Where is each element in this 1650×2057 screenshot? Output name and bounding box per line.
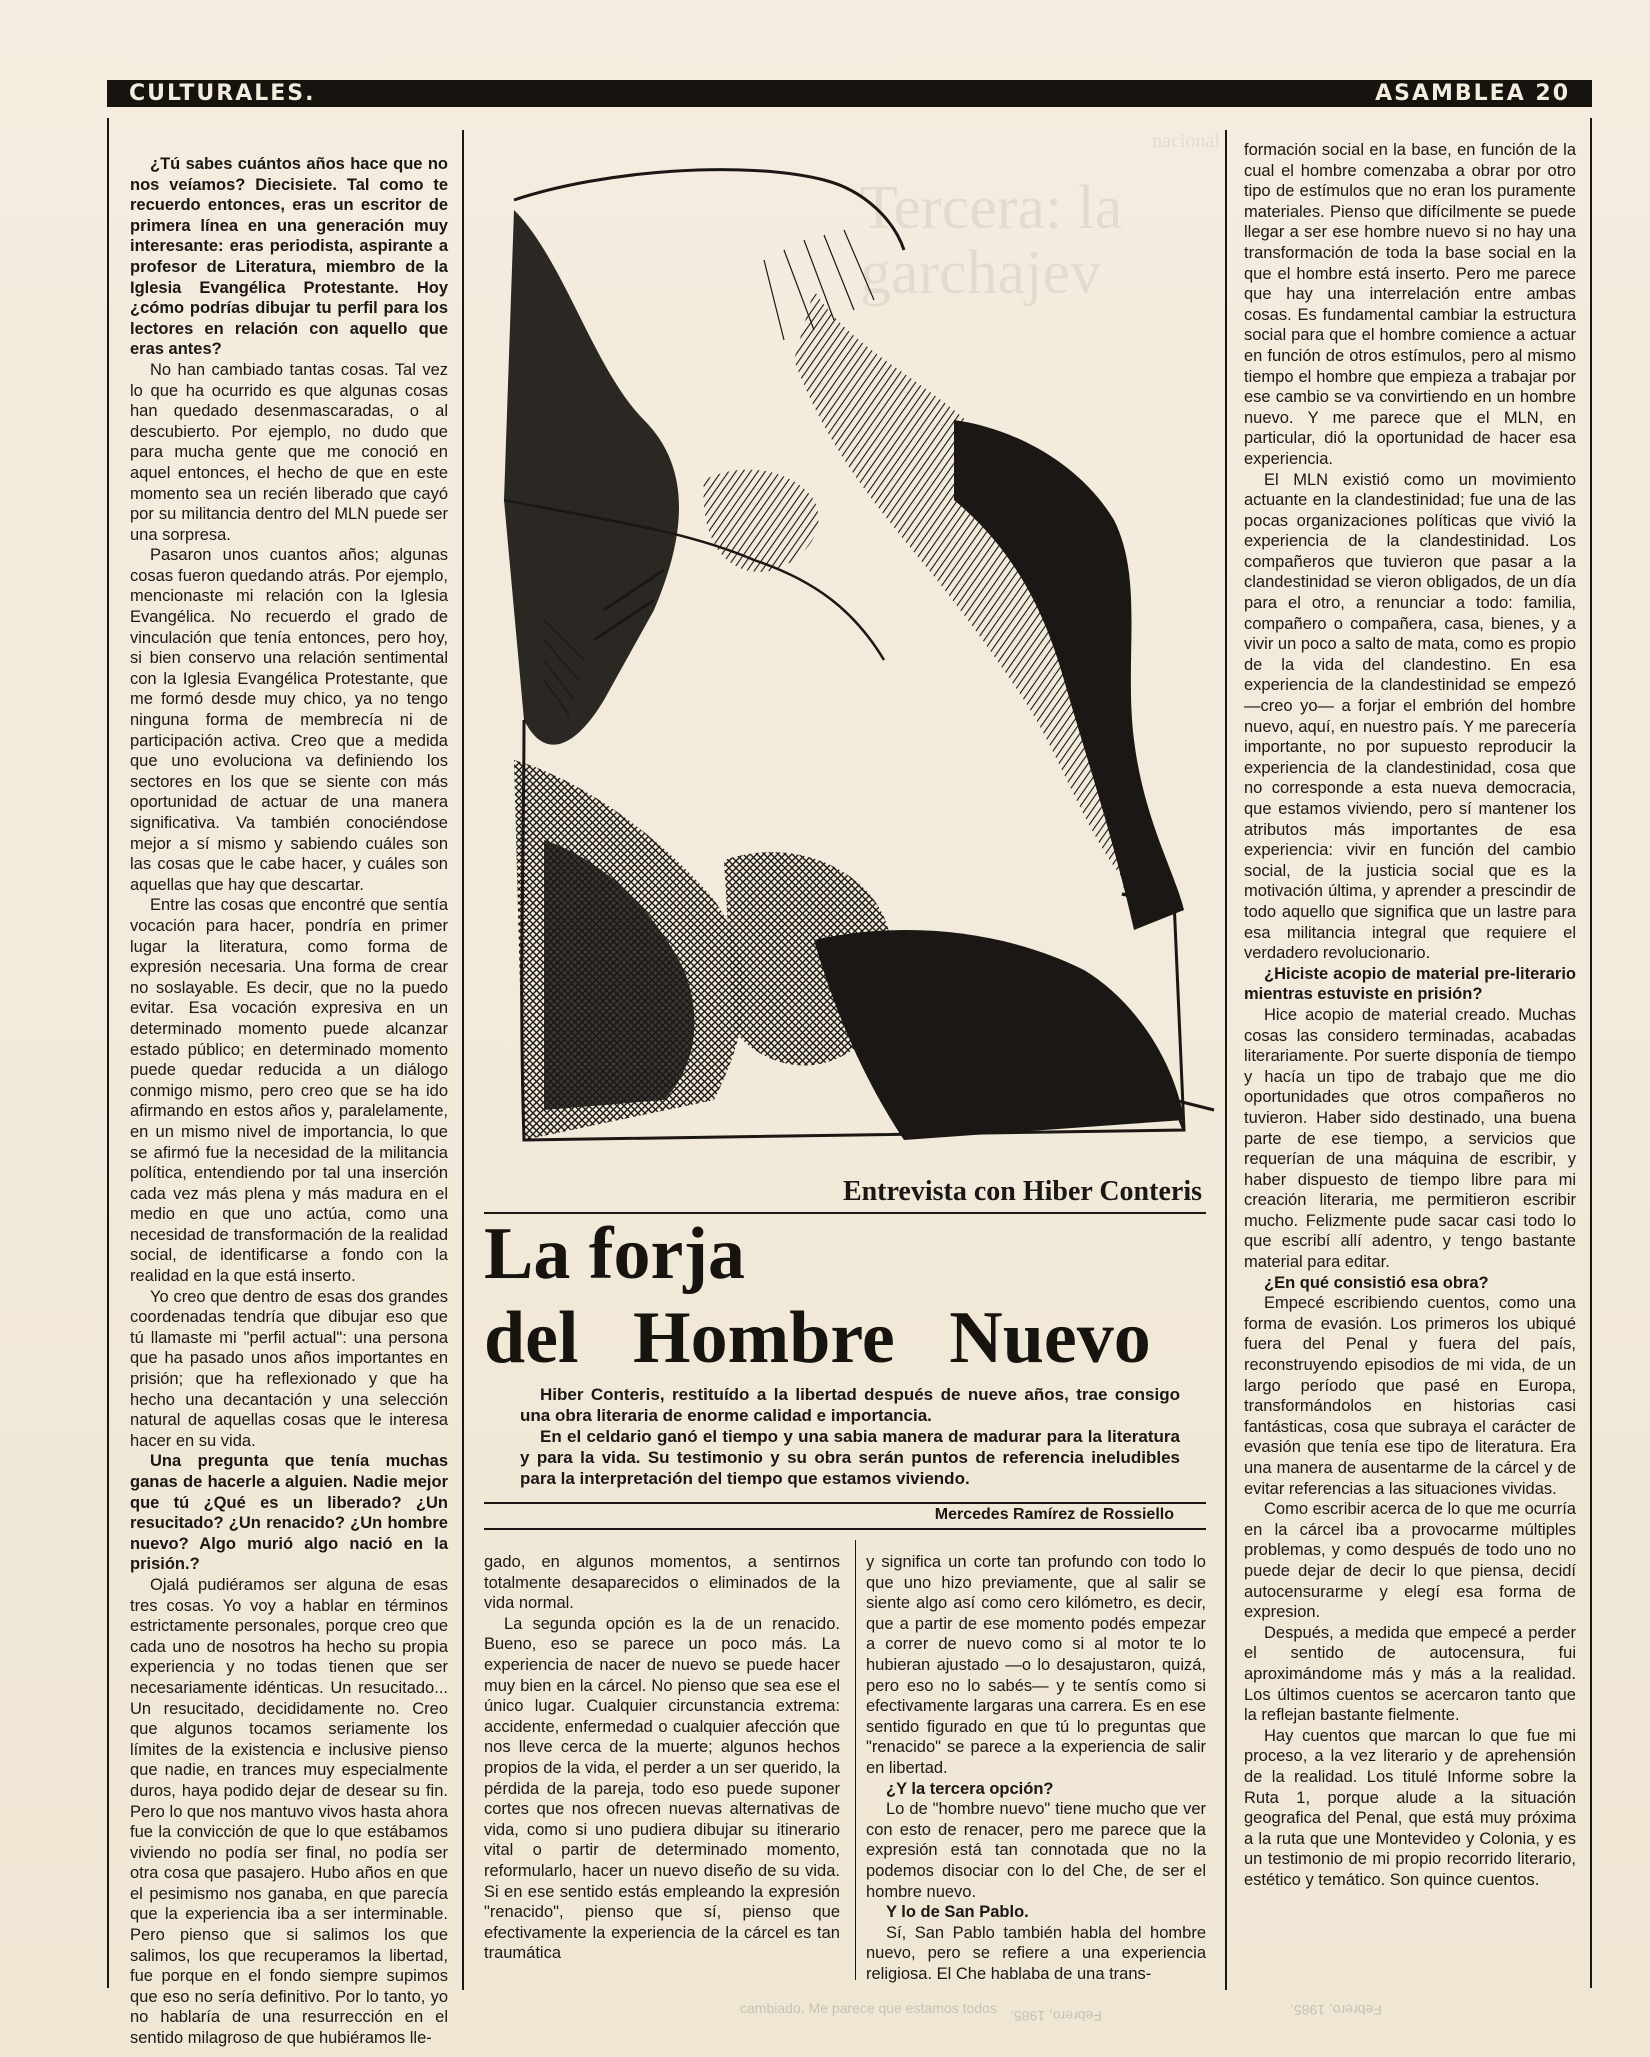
text-column-2 [484,1552,840,1964]
headline-line-1: La forja [484,1213,745,1295]
interview-question: ¿Y la tercera opción? [886,1779,1054,1798]
ink-illustration [484,140,1224,1180]
interview-paragraph: Después, a medida que empecé a perder el sentido de autocensura, fui aproximándome más y más a la realidad. Los últimos cuentos se acercaron tanto que la reflejan bastante fielmente. [1244,1623,1576,1725]
section-header-bar [107,80,1592,107]
interview-paragraph: Hay cuentos que marcan lo que fue mi proceso, a la vez literario y de aprehensión de la realidad. Los titulé Informe sobre la Ruta 1, porque alude a la situación geografica del Penal, que está muy próxima a la ruta que une Montevideo y Colonia, y es un testimonio de mi propio recorrido literario, estético y temático. Son quince cuentos. [1244,1726,1576,1889]
column-rule-5 [855,1540,856,1980]
interview-paragraph: Sí, San Pablo también habla del hombre nuevo, pero se refiere a una experiencia religiosa. El Che hablaba de una trans- [866,1923,1206,1983]
column-rule-4 [1590,118,1592,1988]
illustration-signature: HL 85 [1118,840,1151,902]
byline-top-rule [484,1502,1206,1504]
article-lede [520,1384,1180,1489]
interview-question: ¿Tú sabes cuántos años hace que no nos veíamos? Diecisiete. Tal como te recuerdo entonces, eras un escritor de primera línea en una generación muy interesante: eras periodista, aspirante a profesor de Literatura, miembro de la Iglesia Evangélica Protestante. Hoy ¿cómo podrías dibujar tu perfil para los lectores en relación con aquello que eras antes? [130,155,448,359]
interview-paragraph: gado, en algunos momentos, a sentirnos totalmente desaparecidos o eliminados de la vida normal. [484,1553,840,1613]
lede-paragraph-1: Hiber Conteris, restituído a la libertad después de nueve años, trae consigo una obra literaria de enorme calidad e importancia. [520,1385,1180,1425]
interview-paragraph: Pasaron unos cuantos años; algunas cosas fueron quedando atrás. Por ejemplo, mencionaste mi relación con la Iglesia Evangélica. No recuerdo el grado de vinculación que tenía entonces, pero hoy, si bien conservo una relación sentimental con la Iglesia Evangélica Protestante, que me formó desde muy chico, ya no tengo ninguna forma de membrecía ni de participación activa. Creo que a medida que uno evoluciona va definiendo los sectores en los que se siente con más oportunidad de actuar de una manera significativa. Va también conociéndose mejor a sí mismo y sabiendo cuáles son las cosas que le cabe hacer, y cuáles son aquellas que hay que descartar. [130,546,448,894]
column-rule-1 [107,118,109,1988]
interview-question: ¿En qué consistió esa obra? [1264,1273,1489,1292]
interview-paragraph: formación social en la base, en función de la cual el hombre comenzaba a obrar por otro tipo de estímulos que no eran los puramente materiales. Pienso que difícilmente se puede llegar a ser ese hombre nuevo si no hay una transformación de toda la base social en la que el hombre está inserto. Pero me parece que hay una interrelación entre ambas cosas. Es fundamental cambiar la estructura social para que el hombre comience a actuar en función de otros estímulos, pero al mismo tiempo el hombre que empieza a trabajar por ese cambio se va convirtiendo en un hombre nuevo. Y me parece que el MLN, en particular, dió la oportunidad de hacer esa experiencia. [1244,141,1576,468]
interview-question: ¿Hiciste acopio de material pre-literario mientras estuviste en prisión? [1244,964,1576,1004]
interview-paragraph: Yo creo que dentro de esas dos grandes coordenadas tendría que dibujar eso que tú llamaste mi "perfil actual": una persona que ha pasado unos años importantes en prisión; que ha reflexionado y que ha hecho una decantación y una selección natural de aquellas cosas que le interesa hacer en su vida. [130,1287,448,1450]
publication-page-number: ASAMBLEA 20 [1375,81,1570,106]
article-byline: Mercedes Ramírez de Rossiello [934,1506,1174,1523]
interview-paragraph: La segunda opción es la de un renacido. Bueno, eso se parece un poco más. La experiencia de nacer de nuevo se puede hacer muy bien en la cárcel. No pienso que sea ese el único lugar. Cualquier circunstancia extrema: accidente, enfermedad o cualquier afección que nos lleve cerca de la muerte; algunos hechos propios de la vida, el perder a un ser querido, la pérdida de la pareja, todo eso puede suponer cortes que nos ofrecen nuevas alternativas de vida, como si uno pudiera dibujar su itinerario vital o partir de determinado momento, reformularlo, hacer un nuevo diseño de su vida. Si en ese sentido estás empleando la expresión "renacido", pienso que sí, pienso que efectivamente la experiencia de la cárcel es tan traumática [484,1614,840,1963]
column-rule-2 [462,130,464,1990]
interview-paragraph: y significa un corte tan profundo con todo lo que uno hizo previamente, que al salir se siente algo así como cero kilómetro, es decir, que a partir de ese momento podés empezar a correr de nuevo como si al motor te lo hubieran ajustado —o lo desajustaron, quizá, pero eso no lo sabés— y te sentís como si efectivamente largaras una carrera. Es en ese sentido figurado en que tú lo preguntas que "renacido" se parece a la experiencia de salir en libertad. [866,1553,1206,1777]
lede-paragraph-2: En el celdario ganó el tiempo y una sabia manera de madurar para la literatura y para la vida. Su testimonio y su obra serán puntos de referencia ineludibles para la interpretación del tiempo que estamos viviendo. [520,1427,1180,1488]
interview-paragraph: No han cambiado tantas cosas. Tal vez lo que ha ocurrido es que algunas cosas han quedado desenmascaradas, o al descubierto. Por ejemplo, no dudo que para mucha gente que me conoció en aquel entonces, el hecho de que en este momento sea un recién liberado que cayó por su militancia dentro del MLN puede ser una sorpresa. [130,360,448,544]
headline-line-2: del Hombre Nuevo [484,1297,1151,1379]
section-title: CULTURALES. [129,81,316,106]
bleed-through-text: nacional Tercera: la garchajev [860,130,1220,307]
bottom-bleed-through: cambiado. Me parece que estamos todos Febrero, 1985. Febrero, 1985. [740,2000,1382,2024]
interview-paragraph: Empecé escribiendo cuentos, como una forma de evasión. Los primeros los ubiqué fuera del Penal y fuera del país, reconstruyendo episodios de mi vida, de un largo período que pasé en Europa, transformándolos en historias casi fantásticas, cosa que subraya el carácter de evasión que tenía ese tipo de literatura. Era una manera de ausentarme de la cárcel y de evitar referencias a las situaciones vividas. [1244,1294,1576,1498]
interview-paragraph: Hice acopio de material creado. Muchas cosas las considero terminadas, acabadas literariamente. Por suerte disponía de tiempo y hacía un tipo de trabajo que me dio oportunidades que otros compañeros no tuvieron. Haber sido destinado, una buena parte de ese tiempo, a servicios que requerían de una máquina de escribir, y haber dispuesto de tiempo libre para mi creación literaria, me permitieron escribir mucho. Felizmente pude sacar casi todo lo que escribí allí adentro, y tengo bastante material para editar. [1244,1005,1576,1272]
byline-bottom-rule [484,1528,1206,1530]
interview-paragraph: El MLN existió como un movimiento actuante en la clandestinidad; fue una de las pocas organizaciones políticas que vivió la experiencia de la clandestinidad. Los compañeros que tuvieron que pasar a la clandestinidad se vieron obligados, de un día para el otro, a renunciar a todo: familia, compañero o compañera, casa, bienes, y a vivir un poco a salto de mata, como es propio de la vida del clandestino. En esa experiencia de la clandestinidad se empezó —creo yo— a forjar el embrión del hombre nuevo, aquí, en nuestro país. Y me parecería importante, no por supuesto reproducir la experiencia de la clandestinidad, cosa que no corresponde a esta nueva democracia, que estamos viviendo, pero sí mantener los atributos más importantes de esa experiencia: vivir en función del cambio social, de la justicia social que es la motivación última, y aprender a prescindir de todo aquello que significa que un lastre para esa militancia integral que requiere el verdadero revolucionario. [1244,470,1577,963]
text-column-4 [1244,140,1576,1890]
text-column-3 [866,1552,1206,1984]
article-kicker: Entrevista con Hiber Conteris [842,1176,1202,1207]
interview-question: Y lo de San Pablo. [886,1903,1029,1922]
text-column-1 [130,154,448,2049]
interview-paragraph: Entre las cosas que encontré que sentía vocación para hacer, pondría en primer lugar la literatura, como forma de expresión necesaria. Una forma de crear no soslayable. Es decir, que no la puedo evitar. Esa vocación expresiva en un determinado momento puede alcanzar estado público; en determinado momento puede quedar reducida a un diálogo conmigo mismo, pero creo que se ha ido afirmando en estos años y, paralelamente, en un mismo nivel de importancia, lo que se afirmó fue la necesidad de la militancia política, entendiendo por tal una inserción cada vez más plena y más madura en el medio en que uno actúa, como una necesidad de transformación de la realidad social, de identificarse a fondo con la realidad en la que está inserto. [130,896,448,1286]
interview-paragraph: Como escribir acerca de lo que me ocurría en la cárcel iba a provocarme múltiples problemas, y como después de todo uno no puede dejar de decir lo que piensa, decidí autocensurarme y elegí esa forma de expresion. [1244,1500,1576,1622]
interview-paragraph: Ojalá pudiéramos ser alguna de esas tres cosas. Yo voy a hablar en términos estrictamente personales, porque creo que cada uno de nosotros ha hecho su propia experiencia y no todas tienen que ser necesariamente idénticas. Un resucitado... Un resucitado, decididamente no. Creo que algunos tocamos seriamente los límites de la existencia e inclusive pienso que nadie, en trances muy especialmente duros, haya podido dejar de desear su fin. Pero lo que nos mantuvo vivos hasta ahora fue la convicción de que lo que estábamos viviendo no podía ser final, no podía ser otra cosa que pasajero. Hubo años en que el pesimismo nos ganaba, en que parecía que la experiencia iba a ser interminable. Pero pienso que si salimos los que salimos, los que recuperamos la libertad, fue porque en el fondo siempre supimos que eso no sería definitivo. Por lo tanto, yo no hablaría de una resurrección en el sentido milagroso de que hubiéramos lle- [130,1575,448,2048]
interview-paragraph: Lo de "hombre nuevo" tiene mucho que ver con esto de renacer, pero me parece que la expresión está tan connotada que no la podemos disociar con lo del Che, de ser el hombre nuevo. [866,1800,1206,1901]
column-rule-3 [1225,130,1227,1990]
article-headline [484,1212,1214,1380]
interview-question: Una pregunta que tenía muchas ganas de hacerle a alguien. Nadie mejor que tú ¿Qué es un liberado? ¿Un resucitado? ¿Un renacido? ¿Un hombre nuevo? Algo murió algo nació en la prisión.? [130,1452,448,1574]
